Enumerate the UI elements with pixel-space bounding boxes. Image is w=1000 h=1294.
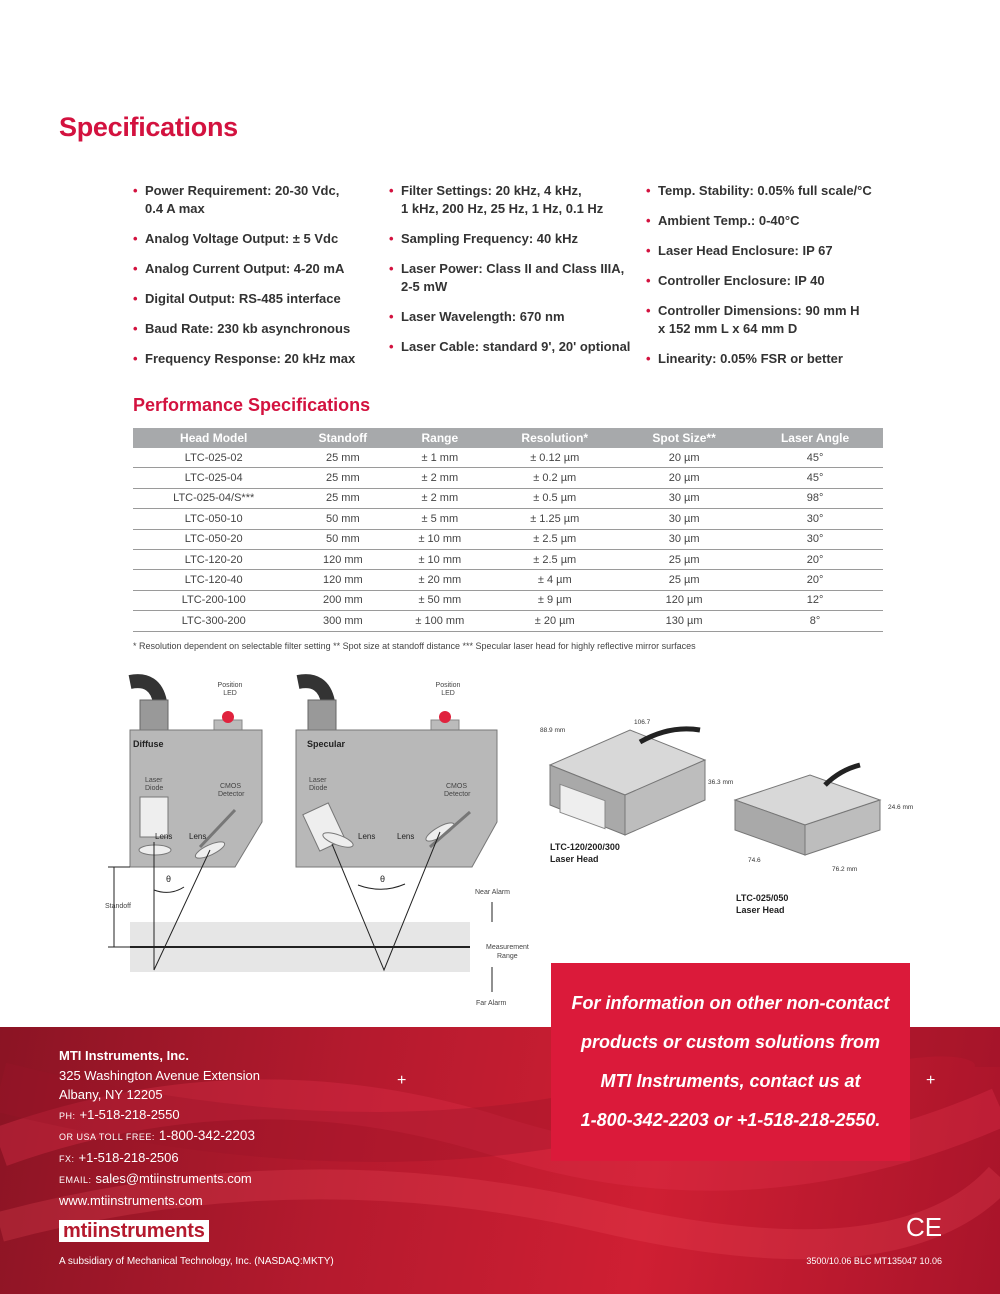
table-cell: 12° [747,590,883,610]
label-120-2: Laser Head [550,854,599,864]
position-label-left: Position [217,682,243,689]
cmos-label-left: CMOS [220,783,241,790]
table-header-cell: Head Model [133,428,294,448]
ce-mark-icon [904,1211,944,1241]
led-right [439,711,451,723]
address-line-2: Albany, NY 12205 [59,1087,163,1102]
table-cell: LTC-120-20 [133,549,294,569]
table-cell: ± 1 mm [391,448,488,468]
table-cell: 25 mm [294,448,391,468]
table-row [133,468,883,488]
table-cell: 45° [747,468,883,488]
fax-label: FX: [59,1153,75,1164]
table-cell: ± 0.12 µm [488,448,621,468]
table-cell: LTC-050-10 [133,509,294,529]
table-cell: LTC-025-04/S*** [133,488,294,508]
dim-24-label: 24.6 mm [888,804,914,811]
spec-item: • Ambient Temp.: 0-40°C [646,212,896,230]
theta-left: θ [166,874,172,884]
spec-list-2 [389,182,639,368]
table-row [133,549,883,569]
table-cell: 20 µm [621,448,747,468]
spec-item: • Laser Power: Class II and Class IIIA, 2-5 mW [389,260,639,296]
table-cell: 30 µm [621,509,747,529]
table-cell: ± 2.5 µm [488,549,621,569]
mti-logo: mtiinstruments [59,1220,209,1242]
phone-label: PH: [59,1110,76,1121]
spec-item: • Controller Enclosure: IP 40 [646,272,896,290]
table-cell: 300 mm [294,611,391,631]
table-cell: ± 50 mm [391,590,488,610]
table-cell: ± 1.25 µm [488,509,621,529]
connector-right [308,700,336,730]
table-cell: 120 mm [294,570,391,590]
laser-diode-left [140,797,168,837]
table-cell: ± 2 mm [391,488,488,508]
spec-item: • Analog Current Output: 4-20 mA [133,260,373,278]
table-cell: 30 µm [621,529,747,549]
table-header-cell: Range [391,428,488,448]
laser-head-drawings [540,705,940,920]
diode-label-left: Diode [145,785,164,792]
angle-arc-left [154,887,184,892]
table-cell: ± 10 mm [391,529,488,549]
table-cell: ± 4 µm [488,570,621,590]
table-cell: ± 10 mm [391,549,488,569]
table-cell: 30° [747,509,883,529]
spec-item: • Filter Settings: 20 kHz, 4 kHz, 1 kHz, 200 Hz, 25 Hz, 1 Hz, 0.1 Hz [389,182,639,218]
dim-36-label: 36.3 mm [708,779,734,786]
cmos-label-right: CMOS [446,783,467,790]
spec-item: • Laser Wavelength: 670 nm [389,308,639,326]
table-cell: ± 2.5 µm [488,529,621,549]
table-cell: LTC-300-200 [133,611,294,631]
crop-mark-right: + [926,1072,936,1089]
ce-mark-text: CE [906,1212,943,1241]
table-cell: 25 µm [621,549,747,569]
company-name: MTI Instruments, Inc. [59,1048,190,1063]
connector-left [140,700,168,730]
led-label-right: LED [441,690,455,697]
dim-88-label: 88.9 mm [540,727,566,734]
table-cell: 50 mm [294,509,391,529]
table-row [133,611,883,631]
table-header-cell: Laser Angle [747,428,883,448]
table-cell: ± 20 µm [488,611,621,631]
specular-label: Specular [307,739,346,749]
document-reference: 3500/10.06 BLC MT135047 10.06 [806,1256,942,1266]
performance-table [133,428,883,632]
spec-item: • Power Requirement: 20-30 Vdc, 0.4 A max [133,182,373,218]
laser-label-left: Laser [145,777,163,784]
dim-106-label: 106.7 [634,719,651,726]
table-header-cell: Resolution* [488,428,621,448]
spec-item: • Laser Cable: standard 9', 20' optional [389,338,639,356]
detector-label-right: Detector [444,791,471,798]
table-cell: ± 2 mm [391,468,488,488]
subsidiary-note: A subsidiary of Mechanical Technology, Inc. (NASDAQ:MKTY) [59,1256,334,1267]
table-cell: 130 µm [621,611,747,631]
far-alarm-label: Far Alarm [476,1000,507,1007]
phone-row [59,1105,260,1127]
company-info [59,1046,260,1210]
email-row [59,1169,260,1191]
spec-item: • Laser Head Enclosure: IP 67 [646,242,896,260]
laser-label-right: Laser [309,777,327,784]
table-header-row [133,428,883,448]
email-label: EMAIL: [59,1175,92,1185]
table-cell: ± 5 mm [391,509,488,529]
table-cell: 120 µm [621,590,747,610]
head-025-cable [825,765,860,785]
table-row [133,448,883,468]
cable-right [298,681,328,702]
table-cell: 20° [747,549,883,569]
table-footnote: * Resolution dependent on selectable filter setting ** Spot size at standoff distance *** Specular laser head for highly reflective mirror surfaces [133,641,696,651]
table-cell: 45° [747,448,883,468]
performance-title: Performance Specifications [133,395,371,415]
toll-free-number[interactable]: 1-800-342-2203 [158,1128,255,1143]
phone-number[interactable]: +1-518-218-2550 [79,1106,180,1122]
fax-row [59,1148,260,1170]
table-cell: 8° [747,611,883,631]
contact-line-3: MTI Instruments, contact us at [600,1071,861,1091]
table-row [133,590,883,610]
table-cell: LTC-050-20 [133,529,294,549]
table-cell: LTC-025-02 [133,448,294,468]
address-line-1: 325 Washington Avenue Extension [59,1067,260,1083]
contact-callout [551,963,910,1161]
lens-label-1: Lens [155,832,173,841]
led-label-left: LED [223,690,237,697]
table-cell: ± 100 mm [391,611,488,631]
spec-item: • Sampling Frequency: 40 kHz [389,230,639,248]
table-row [133,529,883,549]
table-cell: LTC-120-40 [133,570,294,590]
lens-label-2: Lens [189,832,207,841]
angle-arc-right [358,884,405,889]
dim-74-label: 74.6 [748,857,761,864]
label-025-1: LTC-025/050 [736,893,789,903]
cable-left [130,681,160,702]
table-cell: 25 mm [294,468,391,488]
led-left [222,711,234,723]
email-link[interactable]: sales@mtiinstruments.com [95,1171,252,1186]
table-cell: 30° [747,529,883,549]
contact-line-2: products or custom solutions from [580,1032,880,1052]
standoff-label: Standoff [105,903,131,910]
table-row [133,570,883,590]
spec-item: • Digital Output: RS-485 interface [133,290,373,308]
range-label: Range [497,953,518,960]
sensor-principle-diagram [100,672,540,1017]
table-header-cell: Standoff [294,428,391,448]
detector-label-left: Detector [218,791,245,798]
label-025-2: Laser Head [736,905,785,915]
spec-item: • Analog Voltage Output: ± 5 Vdc [133,230,373,248]
crop-mark-left: + [397,1072,407,1089]
table-cell: 25 µm [621,570,747,590]
spec-item: • Linearity: 0.05% FSR or better [646,350,896,368]
table-cell: 98° [747,488,883,508]
table-cell: LTC-025-04 [133,468,294,488]
table-row [133,488,883,508]
table-cell: ± 0.2 µm [488,468,621,488]
table-cell: 30 µm [621,488,747,508]
spec-item: • Controller Dimensions: 90 mm H x 152 mm L x 64 mm D [646,302,896,338]
table-cell: ± 9 µm [488,590,621,610]
table-cell: 120 mm [294,549,391,569]
table-cell: ± 20 mm [391,570,488,590]
table-cell: 20 µm [621,468,747,488]
head-120-cable [640,729,700,742]
spec-list-1 [133,182,373,380]
position-label-right: Position [435,682,461,689]
website-link[interactable]: www.mtiinstruments.com [59,1192,203,1208]
toll-free-label: OR USA TOLL FREE: [59,1132,155,1142]
table-cell: LTC-200-100 [133,590,294,610]
table-cell: 20° [747,570,883,590]
spec-item: • Frequency Response: 20 kHz max [133,350,373,368]
lens-label-4: Lens [397,832,415,841]
contact-line-4: 1-800-342-2203 or +1-518-218-2550. [580,1110,881,1130]
label-120-1: LTC-120/200/300 [550,842,620,852]
spec-item: • Baud Rate: 230 kb asynchronous [133,320,373,338]
diffuse-label: Diffuse [133,739,164,749]
table-cell: 200 mm [294,590,391,610]
measurement-label: Measurement [486,944,529,951]
table-row [133,509,883,529]
dim-76-label: 76.2 mm [832,866,858,873]
spec-list-3 [646,182,896,380]
contact-line-1: For information on other non-contact [571,993,890,1013]
lens-left-1 [139,845,171,855]
near-alarm-label: Near Alarm [475,889,511,896]
fax-number: +1-518-218-2506 [78,1149,179,1165]
table-header-cell: Spot Size** [621,428,747,448]
theta-right: θ [380,874,386,884]
table-cell: 25 mm [294,488,391,508]
page-title: Specifications [59,112,238,142]
table-cell: 50 mm [294,529,391,549]
diode-label-right: Diode [309,785,328,792]
table-cell: ± 0.5 µm [488,488,621,508]
toll-free-row [59,1126,260,1148]
lens-label-3: Lens [358,832,376,841]
spec-item: • Temp. Stability: 0.05% full scale/°C [646,182,896,200]
